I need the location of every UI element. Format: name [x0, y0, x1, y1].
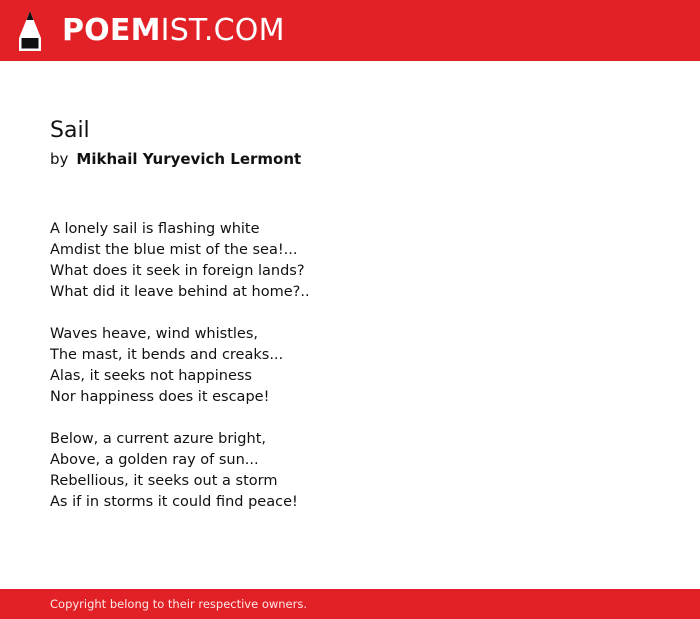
poem-line: As if in storms it could find peace!	[50, 494, 298, 510]
poem-line: Below, a current azure bright,	[50, 431, 266, 447]
poem-line: Nor happiness does it escape!	[50, 389, 270, 405]
poem-content	[50, 116, 650, 534]
site-header	[0, 0, 700, 61]
poem-line: Alas, it seeks not happiness	[50, 368, 252, 384]
brand-name-light: IST.COM	[160, 13, 285, 48]
byline	[50, 149, 650, 169]
home-logo-link[interactable]	[18, 9, 285, 53]
stanza-2	[50, 324, 650, 408]
brand-name-bold: POEM	[62, 13, 161, 48]
poem-body	[50, 219, 650, 513]
poem-line: What does it seek in foreign lands?	[50, 263, 305, 279]
copyright-text: Copyright belong to their respective owners.	[50, 597, 308, 611]
pencil-icon	[18, 10, 42, 52]
author-link[interactable]: Mikhail Yuryevich Lermont	[76, 150, 302, 168]
poem-line: Waves heave, wind whistles,	[50, 326, 258, 342]
poem-line: What did it leave behind at home?..	[50, 284, 310, 300]
stanza-1	[50, 219, 650, 303]
stanza-3	[50, 429, 650, 513]
byline-prefix: by	[50, 150, 69, 168]
poem-line: The mast, it bends and creaks...	[50, 347, 284, 363]
poem-line: Above, a golden ray of sun...	[50, 452, 259, 468]
site-footer	[0, 589, 700, 619]
poem-line: Amdist the blue mist of the sea!...	[50, 242, 298, 258]
poem-line: A lonely sail is flashing white	[50, 221, 260, 237]
poem-title: Sail	[50, 118, 90, 143]
poem-line: Rebellious, it seeks out a storm	[50, 473, 278, 489]
brand-name	[62, 9, 285, 53]
